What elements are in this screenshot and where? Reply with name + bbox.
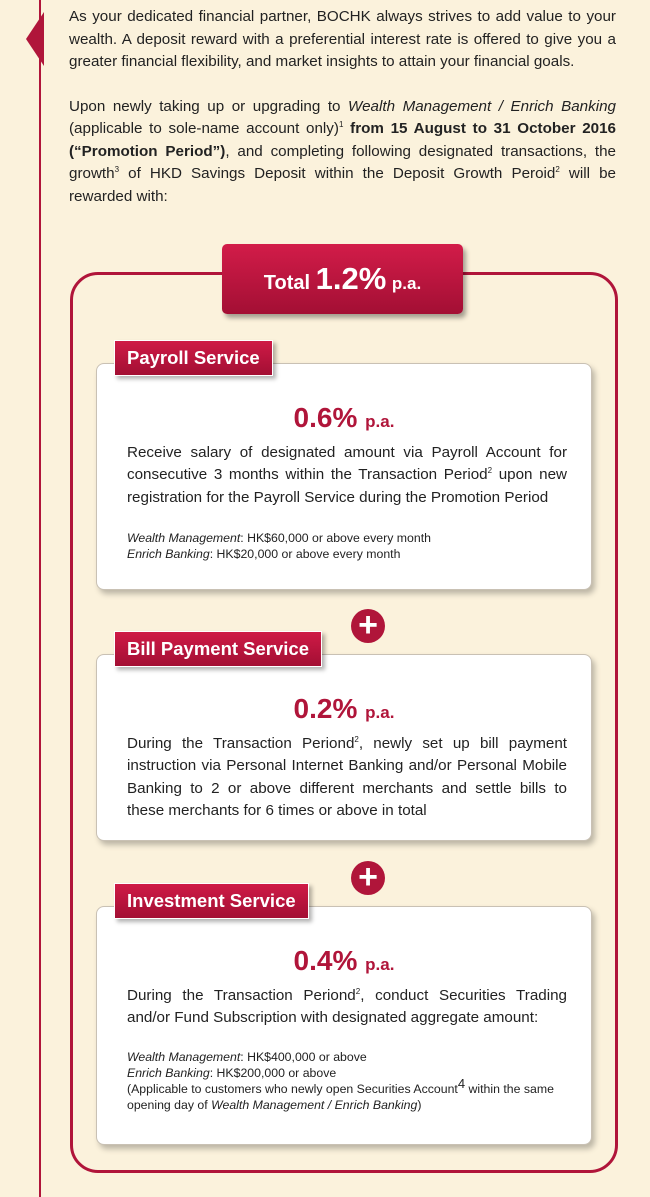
intro-paragraph-2: Upon newly taking up or upgrading to Wealth Management / Enrich Banking (applicable to sole-name account only)$^1$ from 15 August to 31 October 2016 (“Promotion Period”), and completing following designated transactions, the growth$^3$ of HKD Savings Deposit within the Deposit Growth Peroid$^2$ will be rewarded with:: [69, 97, 617, 205]
timeline-line: [39, 0, 41, 1197]
payroll-card: [96, 363, 592, 590]
investment-note: (Applicable to customers who newly open Securities Account$^4$ within the same opening day of Wealth Management / Enrich Banking): [127, 1075, 554, 1112]
bill-payment-rate: 0.2% p.a.: [293, 693, 395, 724]
investment-amounts: Wealth Management: HK$400,000 or above Enrich Banking: HK$200,000 or above (Applicable to customers who newly open Securities Account$^4$ within the same opening day of Wealth Management / Enrich Banking): [127, 1049, 567, 1113]
investment-description: During the Transaction Periond$^2$, conduct Securities Trading and/or Fund Subscription with designated aggregate amount:: [127, 986, 567, 1027]
payroll-rate: 0.6% p.a.: [293, 402, 395, 433]
bill-payment-description: During the Transaction Periond$^2$, newly set up bill payment instruction via Personal Internet Banking and/or Personal Mobile Banking to 2 or above different merchants and settle bills to these merchants for 6 times or above in total: [127, 734, 567, 819]
intro-paragraph-1: As your dedicated financial partner, BOCHK always strives to add value to your wealth. A deposit reward with a preferential interest rate is offered to give you a greater financial flexibility, and market insights to attain your financial goals.: [69, 8, 616, 70]
total-rate-banner: [222, 244, 463, 314]
investment-label: Investment Service: [114, 883, 309, 919]
payroll-amounts: Wealth Management: HK$60,000 or above every month Enrich Banking: HK$20,000 or above every month: [127, 531, 431, 561]
bill-payment-card: [96, 654, 592, 841]
investment-rate: 0.4% p.a.: [293, 945, 395, 976]
investment-card: [96, 906, 592, 1145]
total-rate: 1.2%: [315, 261, 387, 296]
timeline-marker: [26, 12, 44, 66]
payroll-label: Payroll Service: [114, 340, 273, 376]
intro-text: [69, 6, 616, 230]
plus-icon: +: [351, 609, 385, 643]
payroll-description: Receive salary of designated amount via Payroll Account for consecutive 3 months within the Transaction Period$^2$ upon new registration for the Payroll Service during the Promotion Period: [127, 444, 567, 506]
total-suffix: p.a.: [391, 274, 422, 293]
total-prefix: Total: [263, 272, 311, 294]
plus-icon: +: [351, 861, 385, 895]
bill-payment-label: Bill Payment Service: [114, 631, 322, 667]
